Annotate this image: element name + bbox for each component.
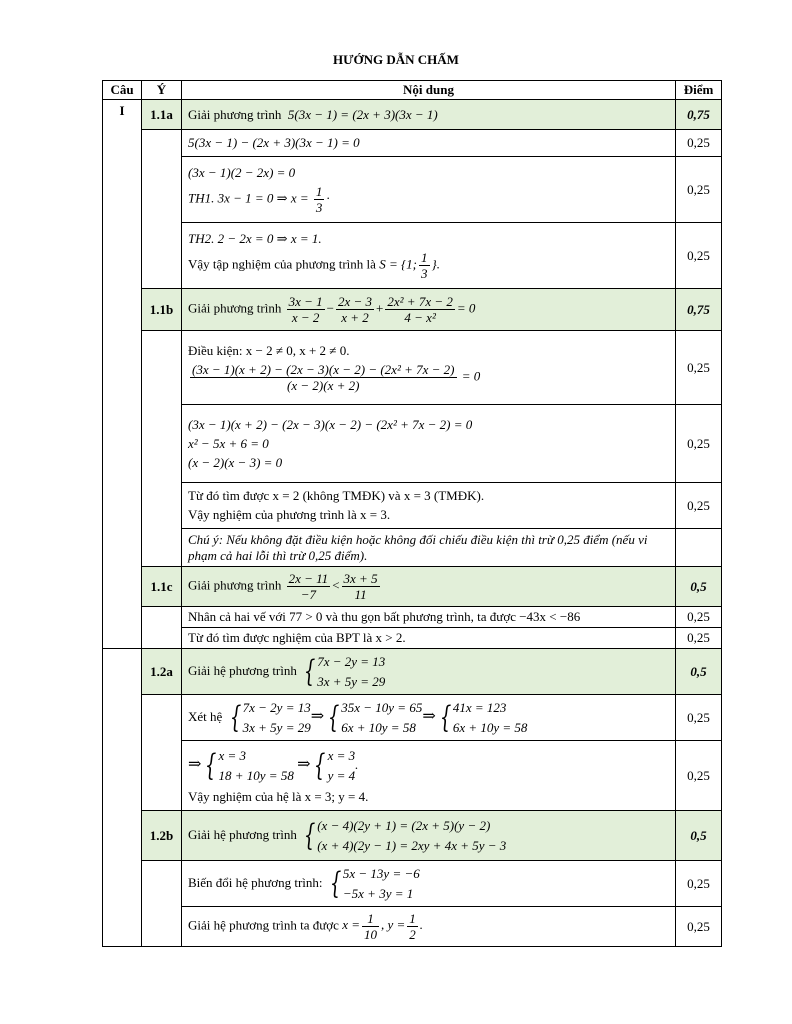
question-row-1-2a bbox=[103, 649, 722, 695]
sub-empty bbox=[142, 331, 182, 567]
table-header-row bbox=[103, 81, 722, 100]
score: 0,25 bbox=[676, 331, 722, 405]
sub-label: 1.1c bbox=[142, 567, 182, 607]
question-row-1-2b bbox=[103, 811, 722, 861]
step-row bbox=[103, 607, 722, 628]
step-text: Nhân cả hai vế với 77 > 0 và thu gọn bất phương trình, ta được −43x < −86 bbox=[182, 607, 676, 628]
score: 0,25 bbox=[676, 157, 722, 223]
step-row bbox=[103, 861, 722, 907]
question-row-1-1c bbox=[103, 567, 722, 607]
score: 0,25 bbox=[676, 483, 722, 529]
score: 0,75 bbox=[676, 289, 722, 331]
sub-label: 1.1b bbox=[142, 289, 182, 331]
score: 0,25 bbox=[676, 130, 722, 157]
step-row bbox=[103, 628, 722, 649]
step-row bbox=[103, 223, 722, 289]
question-text: Giải phương trình $\frac{2x - 11}{-7}$ < $\frac{3x + 5}{11}$ bbox=[182, 567, 676, 607]
step-text: (3x − 1)(2 − 2x) = 0 TH1. 3x − 1 = 0 ⇒ x = $\frac{1}{3}$ · bbox=[182, 157, 676, 223]
question-text: Giải phương trình 5(3x − 1) = (2x + 3)(3x − 1) bbox=[182, 100, 676, 130]
step-row bbox=[103, 741, 722, 811]
page-title: HƯỚNG DẪN CHẤM bbox=[333, 52, 459, 67]
question-text: Giải phương trình $\frac{3x - 1}{x - 2}$ − $\frac{2x - 3}{x + 2}$ + $\frac{\text{2x² + 7x − 2}}{\text{4 − x²}}$ = 0 bbox=[182, 289, 676, 331]
score: 0,5 bbox=[676, 811, 722, 861]
score: 0,25 bbox=[676, 695, 722, 741]
question-row-1-1a bbox=[103, 100, 722, 130]
note-row bbox=[103, 529, 722, 567]
step-row bbox=[103, 331, 722, 405]
score: 0,5 bbox=[676, 649, 722, 695]
sub-empty bbox=[142, 695, 182, 811]
sub-empty bbox=[142, 861, 182, 947]
step-row bbox=[103, 157, 722, 223]
header-noi-dung: Nội dung bbox=[182, 81, 676, 100]
step-row bbox=[103, 405, 722, 483]
sub-empty bbox=[142, 607, 182, 649]
score-empty bbox=[676, 529, 722, 567]
step-text: Xét hệ { 7x − 2y = 13 3x + 5y = 29 ⇒ { 35x − 10y = 65 6x + 10y = 58 ⇒ { 41x = 123 6x + 10y = 58 bbox=[182, 695, 676, 741]
step-text: 5(3x − 1) − (2x + 3)(3x − 1) = 0 bbox=[182, 130, 676, 157]
step-text: Từ đó tìm được x = 2 (không TMĐK) và x = 3 (TMĐK). Vậy nghiệm của phương trình là x = 3. bbox=[182, 483, 676, 529]
question-row-1-1b bbox=[103, 289, 722, 331]
question-text: Giải hệ phương trình { (x − 4)(2y + 1) = (2x + 5)(y − 2) (x + 4)(2y − 1) = 2xy + 4x + 5y − 3 bbox=[182, 811, 676, 861]
step-text: TH2. 2 − 2x = 0 ⇒ x = 1. Vậy tập nghiệm của phương trình là S = {1; $\frac{1}{3}$ }. bbox=[182, 223, 676, 289]
sub-empty bbox=[142, 130, 182, 289]
score: 0,25 bbox=[676, 405, 722, 483]
cau-cell: I bbox=[103, 100, 142, 649]
score: 0,5 bbox=[676, 567, 722, 607]
grading-table bbox=[102, 80, 722, 947]
score: 0,75 bbox=[676, 100, 722, 130]
score: 0,25 bbox=[676, 223, 722, 289]
cau-empty bbox=[103, 649, 142, 947]
step-text: Điều kiện: x − 2 ≠ 0, x + 2 ≠ 0. $\frac{\text{(3x − 1)(x + 2) − (2x − 3)(x − 2) − (2x² + 7x − 2)}}{(x - 2)(x + 2)}$ = 0 bbox=[182, 331, 676, 405]
score: 0,25 bbox=[676, 907, 722, 947]
sub-label: 1.2b bbox=[142, 811, 182, 861]
score: 0,25 bbox=[676, 861, 722, 907]
sub-label: 1.2a bbox=[142, 649, 182, 695]
score: 0,25 bbox=[676, 628, 722, 649]
note-text: Chú ý: Nếu không đặt điều kiện hoặc không đối chiếu điều kiện thì trừ 0,25 điểm (nếu vi phạm cả hai lỗi thì trừ 0,25 điểm). bbox=[182, 529, 676, 567]
question-text: Giải hệ phương trình { 7x − 2y = 13 3x + 5y = 29 bbox=[182, 649, 676, 695]
step-text: (3x − 1)(x + 2) − (2x − 3)(x − 2) − (2x² + 7x − 2) = 0 x² − 5x + 6 = 0 (x − 2)(x − 3) = 0 bbox=[182, 405, 676, 483]
header-cau: Câu bbox=[103, 81, 142, 100]
header-diem: Điểm bbox=[676, 81, 722, 100]
step-text: Biến đổi hệ phương trình: { 5x − 13y = −6 −5x + 3y = 1 bbox=[182, 861, 676, 907]
score: 0,25 bbox=[676, 607, 722, 628]
step-text: Từ đó tìm được nghiệm của BPT là x > 2. bbox=[182, 628, 676, 649]
score: 0,25 bbox=[676, 741, 722, 811]
step-text: ⇒ { x = 3 18 + 10y = 58 ⇒ { x = 3 y = 4 . Vậy nghiệm của hệ là x = 3; y = 4. bbox=[182, 741, 676, 811]
step-row bbox=[103, 130, 722, 157]
sub-label: 1.1a bbox=[142, 100, 182, 130]
step-text: Giải hệ phương trình ta được x = $\frac{1}{10}$ , y = $\frac{1}{2}$ . bbox=[182, 907, 676, 947]
step-row bbox=[103, 483, 722, 529]
header-y: Ý bbox=[142, 81, 182, 100]
step-row bbox=[103, 907, 722, 947]
step-row bbox=[103, 695, 722, 741]
